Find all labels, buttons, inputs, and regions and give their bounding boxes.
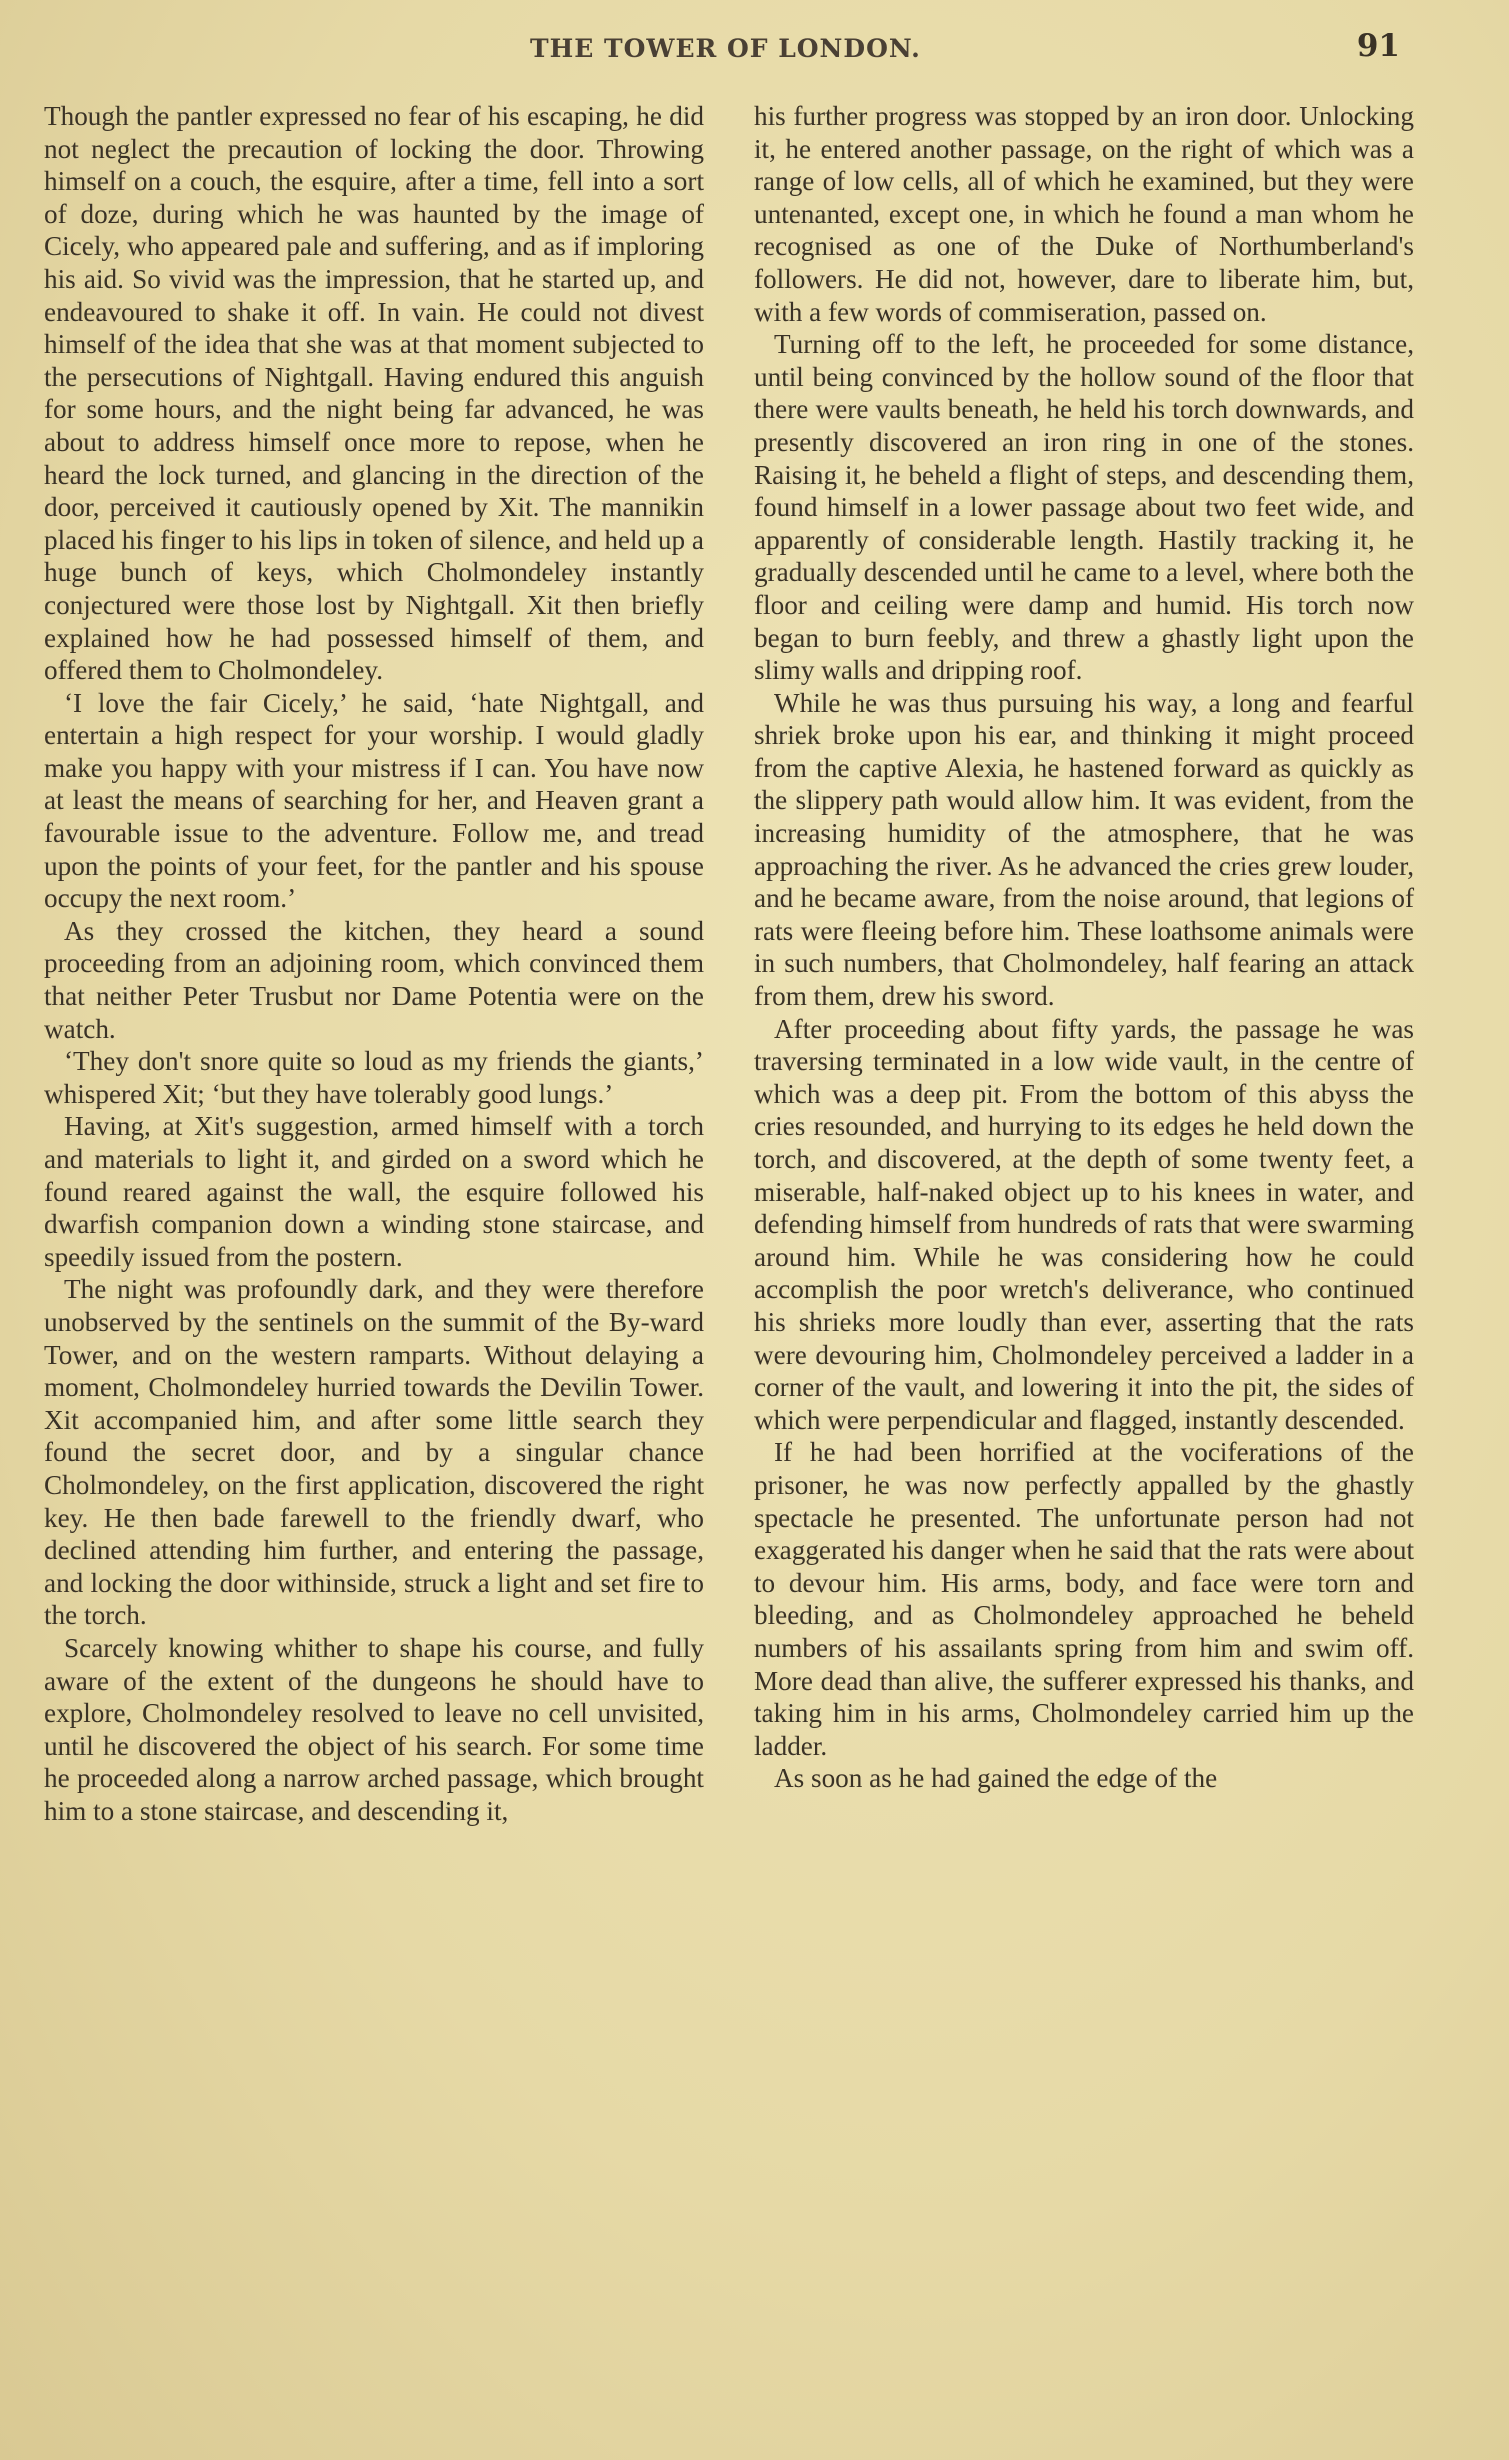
text-columns [44,100,1414,2450]
paragraph: his further progress was stopped by an iron door. Unlocking it, he entered another passage, on the right of which was a range of low cells, all of which he examined, but they were untenanted, except one, in which he found a man whom he recognised as one of the Duke of Northumberland's followers. He did not, however, dare to liberate him, but, with a few words of commiseration, passed on. [754,101,1414,327]
paragraph: ‘They don't snore quite so loud as my friends the giants,’ whispered Xit; ‘but they have tolerably good lungs.’ [44,1046,704,1109]
paragraph: While he was thus pursuing his way, a long and fearful shriek broke upon his ear, and thinking it might proceed from the captive Alexia, he hastened forward as quickly as the slippery path would allow him. It was evident, from the increasing humidity of the atmosphere, that he was approaching the river. As he advanced the cries grew louder, and he became aware, from the noise around, that legions of rats were fleeing before him. These loathsome animals were in such numbers, that Cholmondeley, half fearing an attack from them, drew his sword. [754,687,1414,1012]
paragraph: As they crossed the kitchen, they heard a sound proceeding from an adjoining room, which convinced them that neither Peter Trusbut nor Dame Potentia were on the watch. [44,915,704,1044]
page-header [40,28,1400,72]
running-title: THE TOWER OF LONDON. [530,34,921,63]
right-column [754,100,1414,1795]
paragraph: The night was profoundly dark, and they were therefore unobserved by the sentinels on the summit of the By-ward Tower, and on the western ramparts. Without delaying a moment, Cholmondeley hurried towards the Devilin Tower. Xit accompanied him, and after some little search they found the secret door, and by a singular chance Cholmondeley, on the first application, discovered the right key. He then bade farewell to the friendly dwarf, who declined attending him further, and entering the passage, and locking the door withinside, struck a light and set fire to the torch. [44,1274,704,1631]
paragraph: Though the pantler expressed no fear of his escaping, he did not neglect the precaution of locking the door. Throwing himself on a couch, the esquire, after a time, fell into a sort of doze, during which he was haunted by the image of Cicely, who appeared pale and suffering, and as if imploring his aid. So vivid was the impression, that he started up, and endeavoured to shake it off. In vain. He could not divest himself of the idea that she was at that moment subjected to the persecutions of Nightgall. Having endured this anguish for some hours, and the night being far advanced, he was about to address himself once more to repose, when he heard the lock turned, and glancing in the direction of the door, perceived it cautiously opened by Xit. The mannikin placed his finger to his lips in token of silence, and held up a huge bunch of keys, which Cholmondeley instantly conjectured were those lost by Nightgall. Xit then briefly explained how he had possessed himself of them, and offered them to Cholmondeley. [44,101,704,686]
left-column [44,100,704,1827]
paragraph: If he had been horrified at the vociferations of the prisoner, he was now perfectly appalled by the ghastly spectacle he presented. The unfortunate person had not exaggerated his danger when he said that the rats were about to devour him. His arms, body, and face were torn and bleeding, and as Cholmondeley approached he beheld numbers of his assailants spring from him and swim off. More dead than alive, the sufferer expressed his thanks, and taking him in his arms, Cholmondeley carried him up the ladder. [754,1437,1414,1761]
paragraph: As soon as he had gained the edge of the [774,1763,1218,1794]
paragraph: Turning off to the left, he proceeded for some distance, until being convinced by the hollow sound of the floor that there were vaults beneath, he held his torch downwards, and presently discovered an iron ring in one of the stones. Raising it, he beheld a flight of steps, and descending them, found himself in a lower passage about two feet wide, and apparently of considerable length. Hastily tracking it, he gradually descended until he came to a level, where both the floor and ceiling were damp and humid. His torch now began to burn feebly, and threw a ghastly light upon the slimy walls and dripping roof. [754,329,1414,686]
paragraph: Scarcely knowing whither to shape his course, and fully aware of the extent of the dungeons he should have to explore, Cholmondeley resolved to leave no cell unvisited, until he discovered the object of his search. For some time he proceeded along a narrow arched passage, which brought him to a stone staircase, and descending it, [44,1632,704,1826]
paragraph: After proceeding about fifty yards, the passage he was traversing terminated in a low wide vault, in the centre of which was a deep pit. From the bottom of this abyss the cries resounded, and hurrying to its edges he held down the torch, and discovered, at the depth of some twenty feet, a miserable, half-naked object up to his knees in water, and defending himself from hundreds of rats that were swarming around him. While he was considering how he could accomplish the poor wretch's deliverance, who continued his shrieks more loudly than ever, asserting that the rats were devouring him, Cholmondeley perceived a ladder in a corner of the vault, and lowering it into the pit, the sides of which were perpendicular and flagged, instantly descended. [754,1013,1414,1435]
paragraph: ‘I love the fair Cicely,’ he said, ‘hate Nightgall, and entertain a high respect for your worship. I would gladly make you happy with your mistress if I can. You have now at least the means of searching for her, and Heaven grant a favourable issue to the adventure. Follow me, and tread upon the points of your feet, for the pantler and his spouse occupy the next room.’ [44,687,704,914]
paragraph: Having, at Xit's suggestion, armed himself with a torch and materials to light it, and girded on a sword which he found reared against the wall, the esquire followed his dwarfish companion down a winding stone staircase, and speedily issued from the postern. [44,1111,704,1272]
page-number: 91 [1356,28,1400,64]
